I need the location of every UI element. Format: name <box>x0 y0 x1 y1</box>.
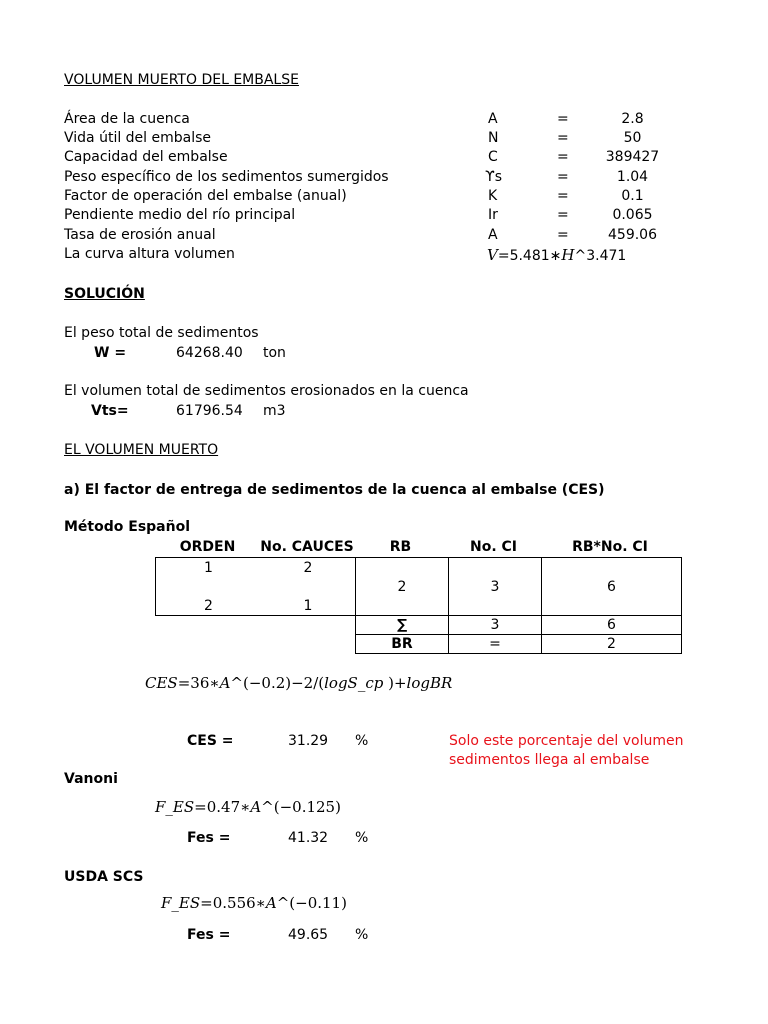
page-title: VOLUMEN MUERTO DEL EMBALSE <box>64 72 299 88</box>
solucion-heading: SOLUCIÓN <box>64 286 145 302</box>
metodo-espanol-heading: Método Español <box>64 519 190 535</box>
header-rb-no-ci: RB*No. CI <box>572 539 648 555</box>
vanoni-formula: F_ES=0.47∗A^(−0.125) <box>155 798 341 816</box>
br-label: BR <box>356 635 449 654</box>
rb-no-ci-cell: 6 <box>542 558 682 616</box>
table-row <box>156 558 682 616</box>
param-value: 0.1 <box>621 188 644 204</box>
orden-cell <box>156 558 356 616</box>
sum-row <box>156 616 682 635</box>
rb-cell: 2 <box>356 558 449 616</box>
note-line-1: Solo este porcentaje del volumen <box>449 733 684 749</box>
fes-label: Fes = <box>187 927 231 943</box>
w-value: 64268.40 <box>176 345 243 361</box>
param-value: 1.04 <box>616 169 649 185</box>
param-value: 459.06 <box>608 227 657 243</box>
cauces-cell-2: 1 <box>303 598 313 614</box>
br-value: 2 <box>542 635 682 654</box>
param-equals: = <box>557 111 569 127</box>
vts-unit: m3 <box>263 403 286 419</box>
param-equals: = <box>557 130 569 146</box>
param-symbol: K <box>488 188 498 204</box>
fes-label: Fes = <box>187 830 231 846</box>
sum-symbol: ∑ <box>356 616 449 635</box>
param-value: 50 <box>623 130 642 146</box>
br-equals: = <box>449 635 542 654</box>
param-label: La curva altura volumen <box>64 246 235 262</box>
vts-label: Vts= <box>91 403 129 419</box>
w-unit: ton <box>263 345 286 361</box>
note-line-2: sedimentos llega al embalse <box>449 752 650 768</box>
param-symbol: A <box>488 227 498 243</box>
ces-value: 31.29 <box>288 733 329 749</box>
curve-formula: V=5.481∗H^3.471 <box>487 246 627 264</box>
param-label: Vida útil del embalse <box>64 130 212 146</box>
factor-heading: a) El factor de entrega de sedimentos de la cuenca al embalse (CES) <box>64 482 605 498</box>
header-no-cauces: No. CAUCES <box>260 539 354 555</box>
param-label: Tasa de erosión anual <box>64 227 216 243</box>
usda-formula: F_ES=0.556∗A^(−0.11) <box>161 894 347 912</box>
param-equals: = <box>557 149 569 165</box>
param-label: Peso específico de los sedimentos sumergidos <box>64 169 389 185</box>
vts-value: 61796.54 <box>176 403 243 419</box>
br-row <box>156 635 682 654</box>
param-equals: = <box>557 169 569 185</box>
fes-value: 41.32 <box>288 830 329 846</box>
orden-cell-2: 2 <box>204 598 213 614</box>
header-rb: RB <box>389 539 412 555</box>
orden-table <box>155 557 682 654</box>
param-symbol: A <box>488 111 498 127</box>
cauces-cell-1: 2 <box>303 560 313 576</box>
ces-label: CES = <box>187 733 234 749</box>
ces-formula: CES=36∗A^(−0.2)−2/(logS_cp )+logBR <box>145 674 453 692</box>
header-no-ci: No. CI <box>469 539 517 555</box>
param-symbol: Ir <box>488 207 498 223</box>
peso-label: El peso total de sedimentos <box>64 325 259 341</box>
param-label: Pendiente medio del río principal <box>64 207 296 223</box>
orden-cell-1: 1 <box>204 560 213 576</box>
param-symbol: N <box>488 130 499 146</box>
param-label: Factor de operación del embalse (anual) <box>64 188 347 204</box>
param-equals: = <box>557 207 569 223</box>
param-symbol: ϒs <box>485 169 503 185</box>
fes-unit: % <box>355 927 369 943</box>
header-orden: ORDEN <box>179 539 236 555</box>
no-ci-cell: 3 <box>449 558 542 616</box>
ces-unit: % <box>355 733 369 749</box>
param-value: 0.065 <box>612 207 653 223</box>
param-label: Área de la cuenca <box>64 111 190 127</box>
param-value: 389427 <box>605 149 660 165</box>
fes-unit: % <box>355 830 369 846</box>
param-equals: = <box>557 188 569 204</box>
sum-no-ci: 3 <box>449 616 542 635</box>
param-equals: = <box>557 227 569 243</box>
sum-rb-no-ci: 6 <box>542 616 682 635</box>
vanoni-heading: Vanoni <box>64 771 118 787</box>
param-value: 2.8 <box>621 111 644 127</box>
fes-value: 49.65 <box>288 927 329 943</box>
w-label: W = <box>94 345 127 361</box>
param-label: Capacidad del embalse <box>64 149 228 165</box>
usda-heading: USDA SCS <box>64 869 144 885</box>
volumen-muerto-heading: EL VOLUMEN MUERTO <box>64 442 219 458</box>
vol-label: El volumen total de sedimentos erosionados en la cuenca <box>64 383 469 399</box>
param-symbol: C <box>488 149 498 165</box>
